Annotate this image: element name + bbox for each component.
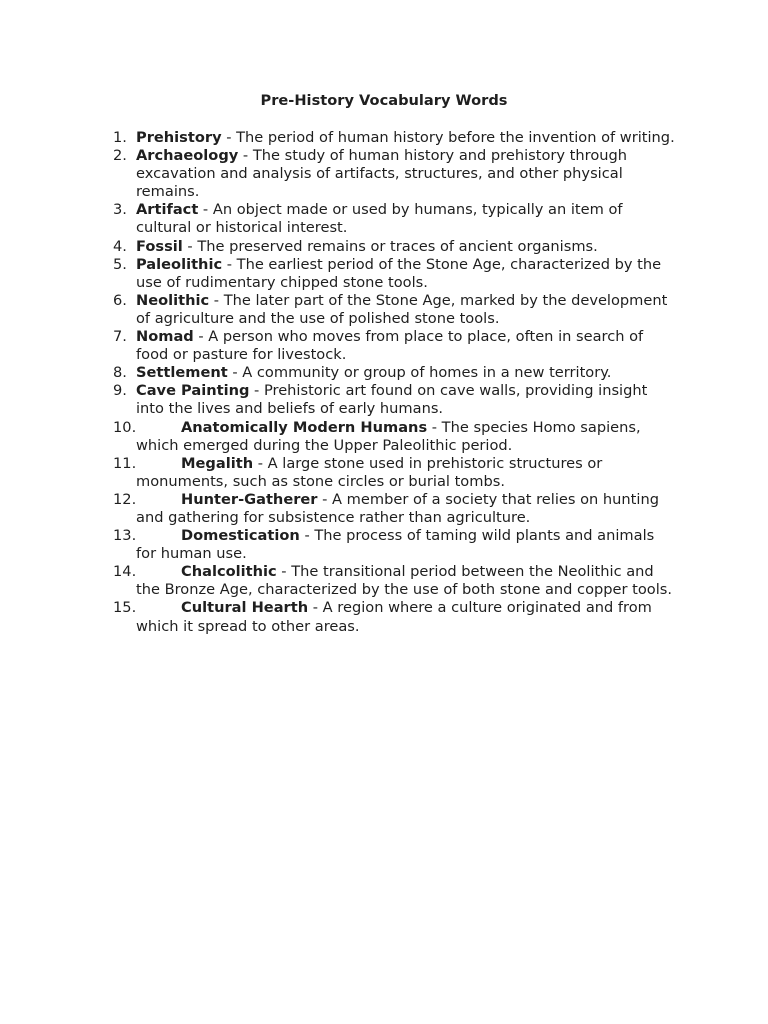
item-number: 14. [113, 563, 137, 581]
item-term: Megalith [181, 454, 254, 472]
list-item [113, 599, 675, 635]
list-item [113, 491, 675, 527]
item-definition: - A community or group of homes in a new territory. [227, 364, 612, 382]
item-term: Paleolithic [136, 255, 223, 273]
item-term: Prehistory [136, 129, 222, 146]
item-number: 3. [113, 201, 127, 219]
item-definition: - The earliest period of the Stone Age, characterized by the use of rudimentary chipped stone tools. [136, 255, 662, 291]
list-item [113, 455, 675, 491]
item-term: Cave Painting [136, 382, 250, 400]
list-item [113, 256, 675, 292]
item-term: Neolithic [136, 291, 210, 309]
item-number: 12. [113, 490, 137, 508]
list-item [113, 527, 675, 563]
item-term: Artifact [136, 201, 199, 219]
item-number: 13. [113, 527, 137, 545]
list-item [113, 419, 675, 455]
item-definition: - A person who moves from place to place, often in search of food or pasture for livestock. [136, 328, 644, 364]
item-definition: - The transitional period between the Neolithic and the Bronze Age, characterized by the use of both stone and copper tools. [136, 563, 673, 599]
list-item [113, 328, 675, 364]
list-item [113, 147, 675, 201]
item-number: 5. [113, 255, 127, 273]
list-item [113, 563, 675, 599]
item-definition: - Prehistoric art found on cave walls, providing insight into the lives and beliefs of early humans. [136, 382, 648, 418]
item-term: Fossil [136, 237, 183, 255]
item-number: 1. [113, 129, 127, 146]
item-number: 4. [113, 237, 127, 255]
item-number: 8. [113, 364, 127, 382]
item-number: 15. [113, 599, 137, 617]
item-definition: - The process of taming wild plants and animals for human use. [136, 527, 655, 563]
list-item [113, 292, 675, 328]
item-definition: - A large stone used in prehistoric structures or monuments, such as stone circles or burial tombs. [136, 454, 603, 490]
item-definition: - The species Homo sapiens, which emerged during the Upper Paleolithic period. [136, 418, 641, 454]
item-number: 2. [113, 147, 127, 165]
list-item [113, 129, 675, 147]
item-definition: - An object made or used by humans, typically an item of cultural or historical interest. [136, 201, 623, 237]
item-number: 11. [113, 454, 137, 472]
item-term: Nomad [136, 328, 194, 346]
item-term: Anatomically Modern Humans [181, 418, 428, 436]
item-definition: - The study of human history and prehistory through excavation and analysis of artifacts, structures, and other physical remains. [136, 147, 628, 201]
item-number: 9. [113, 382, 127, 400]
item-definition: - A member of a society that relies on hunting and gathering for subsistence rather than agriculture. [136, 490, 659, 526]
list-item [113, 201, 675, 237]
list-item [113, 238, 675, 256]
item-term: Archaeology [136, 147, 239, 165]
item-term: Domestication [181, 527, 300, 545]
item-definition: - The period of human history before the invention of writing. [221, 129, 675, 146]
item-number: 7. [113, 328, 127, 346]
item-definition: - The later part of the Stone Age, marked by the development of agriculture and the use of polished stone tools. [136, 291, 668, 327]
page-title: Pre-History Vocabulary Words [260, 92, 508, 109]
item-term: Hunter-Gatherer [181, 490, 318, 508]
item-term: Cultural Hearth [181, 599, 309, 617]
list-item [113, 364, 675, 382]
item-term: Settlement [136, 364, 228, 382]
list-item [113, 382, 675, 418]
item-definition: - A region where a culture originated and from which it spread to other areas. [136, 599, 652, 635]
item-number: 10. [113, 418, 137, 436]
item-definition: - The preserved remains or traces of ancient organisms. [182, 237, 598, 255]
item-term: Chalcolithic [181, 563, 277, 581]
vocabulary-list [113, 129, 675, 636]
item-number: 6. [113, 291, 127, 309]
